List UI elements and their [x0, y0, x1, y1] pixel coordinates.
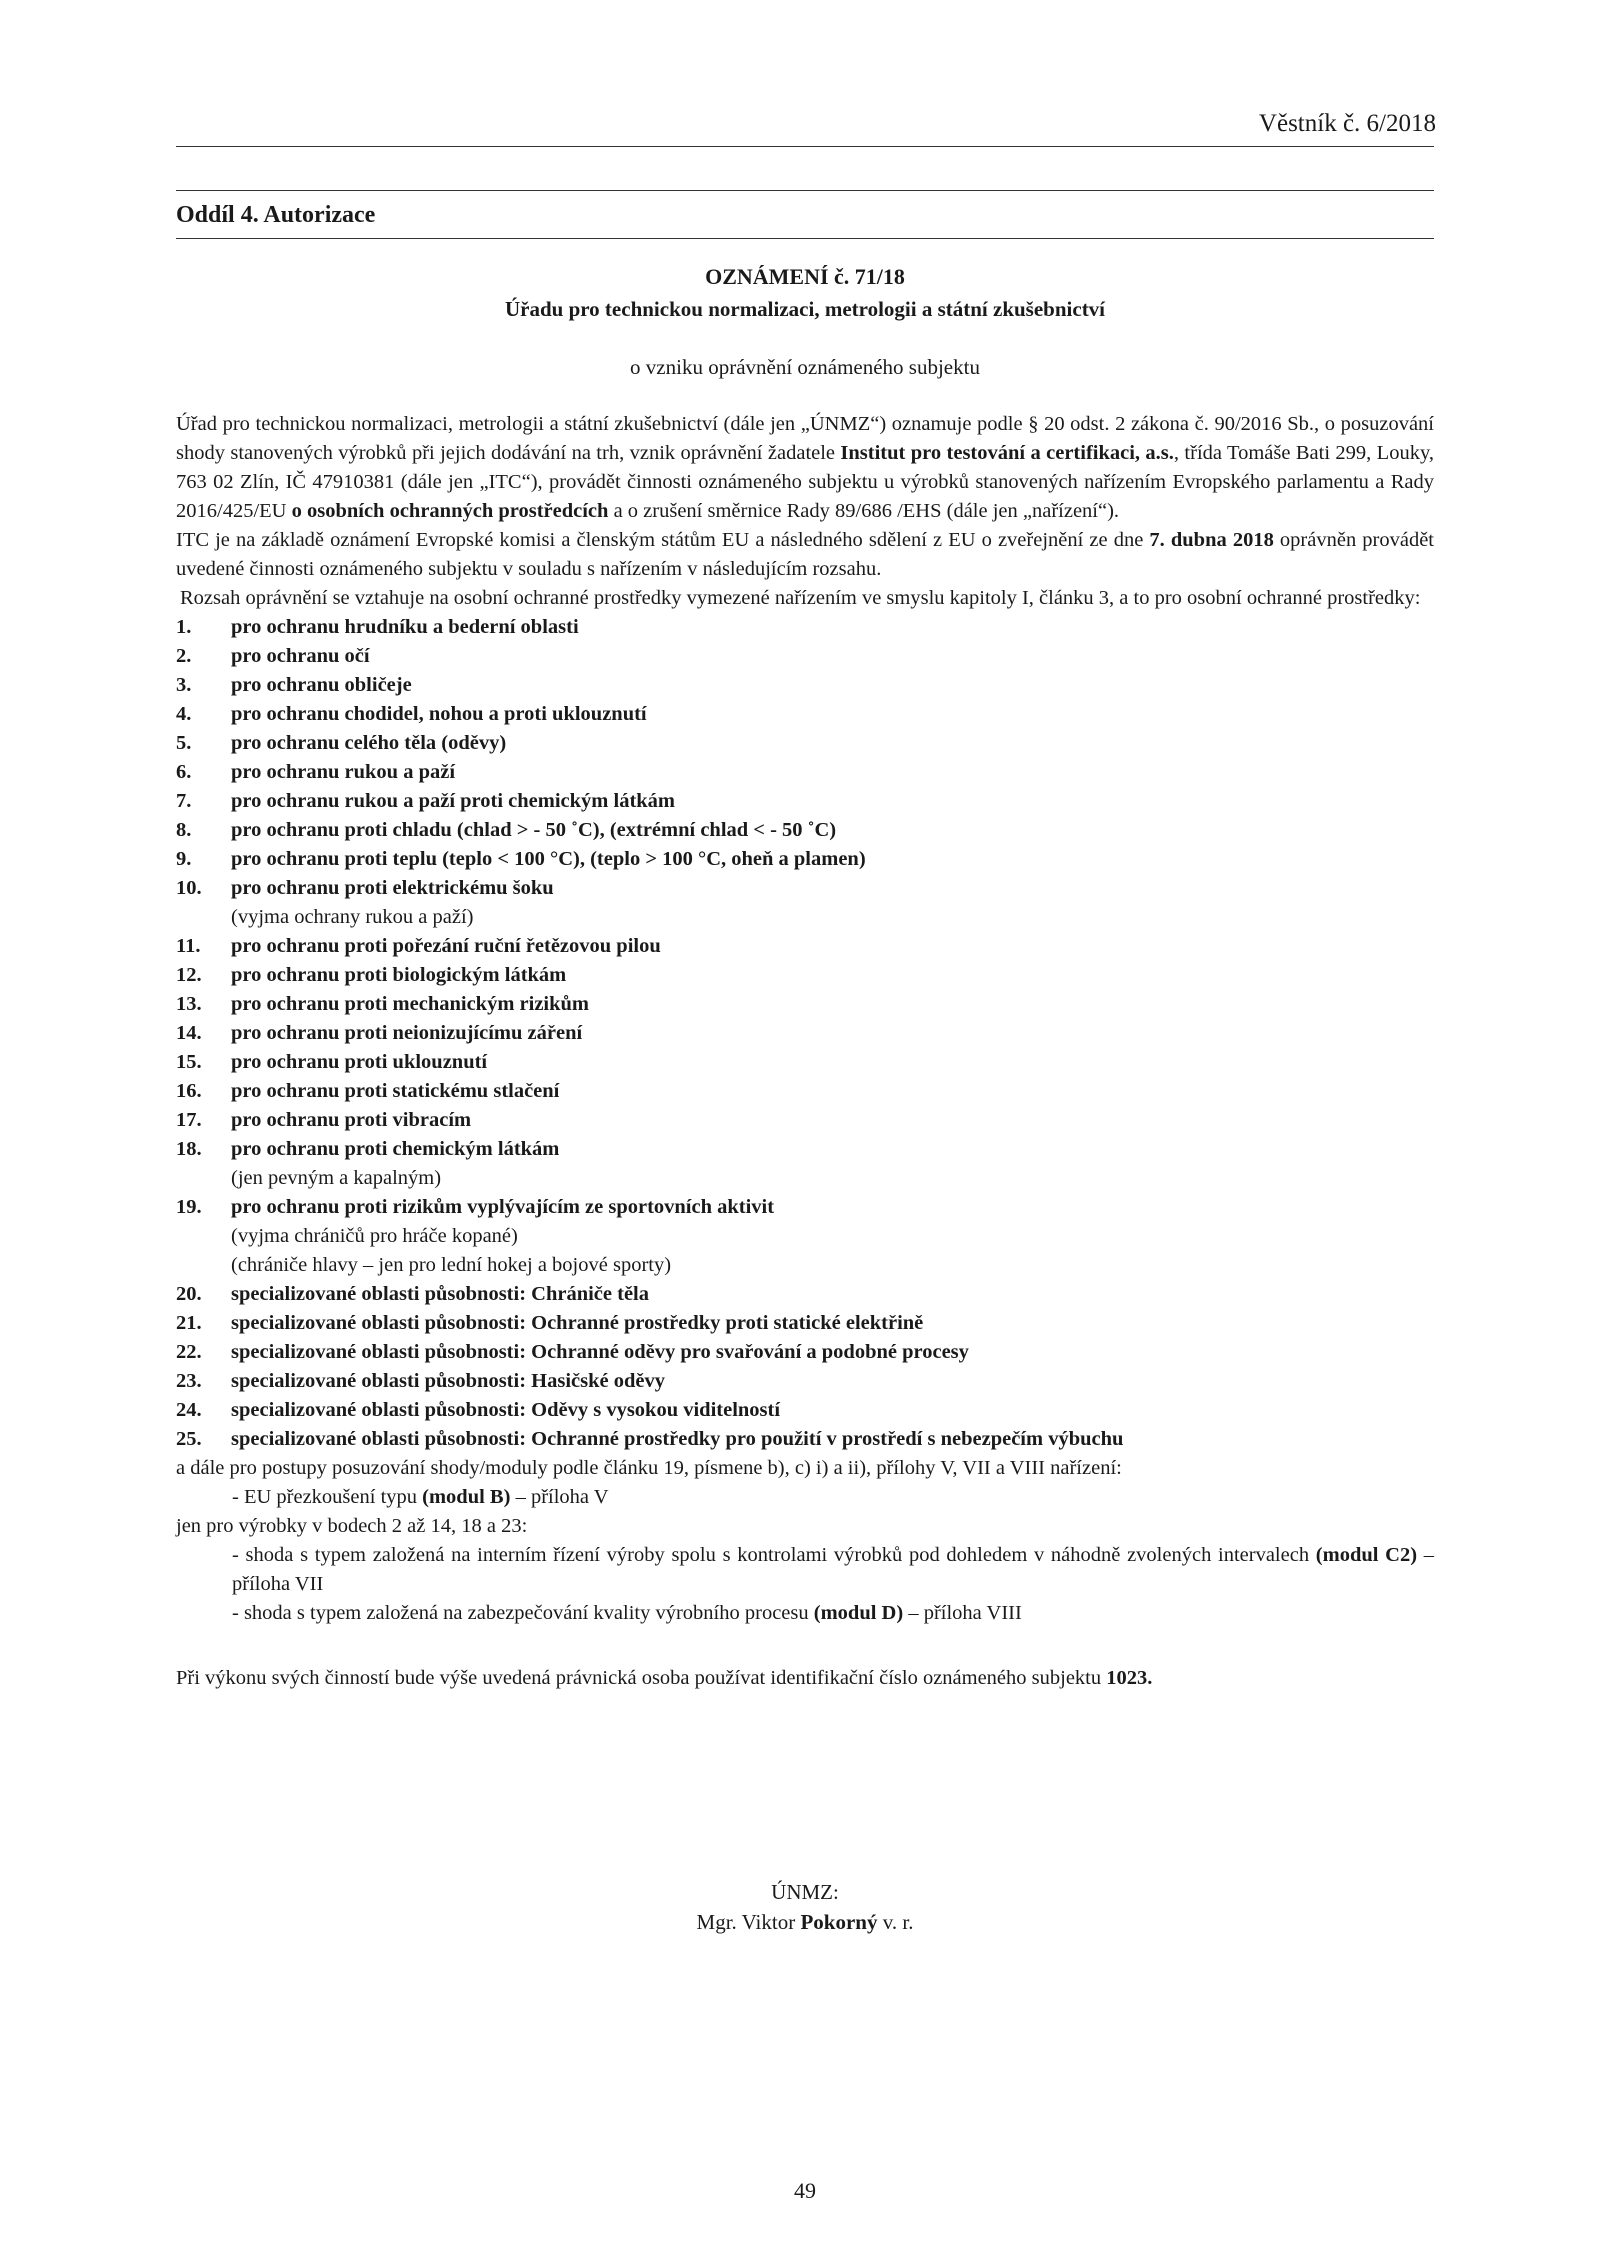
list-item-text: pro ochranu proti rizikům vyplývajícím ze sportovních aktivit [231, 1196, 775, 1218]
list-item-text: pro ochranu proti neionizujícímu záření [231, 1022, 583, 1044]
list-item-text: specializované oblasti působnosti: Ochranné oděvy pro svařování a podobné procesy [231, 1341, 969, 1363]
module-b-annex: – příloha V [510, 1486, 609, 1508]
procedures-intro: a dále pro postupy posuzování shody/moduly podle článku 19, písmene b), c) i) a ii), přílohy V, VII a VIII nařízení: [176, 1457, 1122, 1479]
scope-list-item [176, 1135, 1434, 1193]
module-d-label: (modul D) [813, 1602, 904, 1624]
scope-list-item [176, 1019, 1434, 1048]
module-c2-label: (modul C2) [1315, 1544, 1418, 1566]
notice-title: OZNÁMENÍ č. 71/18 [705, 264, 905, 289]
signature-surname: Pokorný [800, 1910, 878, 1934]
regulation-subject: o osobních ochranných prostředcích [291, 500, 609, 522]
module-d-text: - shoda s typem založená na zabezpečování kvality výrobního procesu [232, 1602, 814, 1624]
list-item-number: 21. [176, 1312, 202, 1334]
list-item-number: 18. [176, 1138, 202, 1160]
list-item-note: (chrániče hlavy – jen pro lední hokej a bojové sporty) [231, 1254, 672, 1276]
scope-list-item [176, 1396, 1434, 1425]
list-item-note: (vyjma chráničů pro hráče kopané) [231, 1225, 518, 1247]
list-item-text: pro ochranu proti chladu (chlad > - 50 ˚C), (extrémní chlad < - 50 ˚C) [231, 819, 837, 841]
scope-list-item [176, 845, 1434, 874]
intro-text-c: , třída Tomáše Bati 299, Louky, 763 02 Zlín, IČ 47910381 (dále jen „ITC“), provádět činnosti oznámeného subjektu u výrobků stanovených nařízením Evropského parlamentu a Rady 2016/425/EU [176, 442, 1434, 522]
scope-list-item [176, 816, 1434, 845]
paragraph-scope: Rozsah oprávnění se vztahuje na osobní ochranné prostředky vymezené nařízením ve smyslu kapitoly I, článku 3, a to pro osobní ochranné prostředky: [180, 587, 1421, 609]
scope-list-item [176, 932, 1434, 961]
scope-list-item [176, 1048, 1434, 1077]
list-item-number: 20. [176, 1283, 202, 1305]
list-item-number: 2. [176, 645, 192, 667]
signature-org: ÚNMZ: [771, 1880, 839, 1904]
list-item-text: pro ochranu obličeje [231, 674, 412, 696]
list-item-text: pro ochranu chodidel, nohou a proti uklouznutí [231, 703, 647, 725]
module-d-annex: – příloha VIII [903, 1602, 1022, 1624]
applicant-name: Institut pro testování a certifikaci, a.s. [840, 442, 1174, 464]
scope-list-item [176, 671, 1434, 700]
list-item-number: 17. [176, 1109, 202, 1131]
paragraph-date [176, 526, 1434, 584]
scope-list-item [176, 1106, 1434, 1135]
scope-list-item [176, 729, 1434, 758]
list-item-number: 15. [176, 1051, 202, 1073]
list-item-text: pro ochranu očí [231, 645, 370, 667]
journal-header: Věstník č. 6/2018 [1258, 110, 1436, 137]
list-item-number: 9. [176, 848, 192, 870]
list-item-number: 22. [176, 1341, 202, 1363]
list-item-text: pro ochranu proti chemickým látkám [231, 1138, 560, 1160]
list-item-text: pro ochranu proti vibracím [231, 1109, 472, 1131]
scope-list-item [176, 642, 1434, 671]
scope-list-item [176, 1367, 1434, 1396]
list-item-number: 23. [176, 1370, 202, 1392]
intro-text-e: a o zrušení směrnice Rady 89/686 /EHS (dále jen „nařízení“). [608, 500, 1120, 522]
scope-list-item [176, 1338, 1434, 1367]
list-item-note: (vyjma ochrany rukou a paží) [231, 906, 474, 928]
header-rule [176, 146, 1434, 147]
scope-list-item [176, 1425, 1434, 1454]
scope-list-item [176, 758, 1434, 787]
list-item-text: pro ochranu proti biologickým látkám [231, 964, 567, 986]
notice-subject: o vzniku oprávnění oznámeného subjektu [630, 355, 980, 379]
list-item-number: 11. [176, 935, 201, 957]
list-item-text: pro ochranu rukou a paží proti chemickým látkám [231, 790, 676, 812]
date-text-a: ITC je na základě oznámení Evropské komisi a členským státům EU a následného sdělení z EU o zveřejnění ze dne [176, 529, 1150, 551]
identification-number: 1023. [1106, 1667, 1153, 1689]
list-item-text: pro ochranu proti pořezání ruční řetězovou pilou [231, 935, 661, 957]
list-item-number: 5. [176, 732, 192, 754]
list-item-text: pro ochranu proti elektrickému šoku [231, 877, 554, 899]
scope-list-item [176, 700, 1434, 729]
date-text-c: oprávněn provádět uvedené činnosti oznámeného subjektu v souladu s nařízením v následujícím rozsahu. [176, 529, 1435, 580]
list-item-number: 16. [176, 1080, 202, 1102]
notice-authority: Úřadu pro technickou normalizaci, metrologii a státní zkušebnictví [504, 297, 1106, 321]
list-item-number: 25. [176, 1428, 202, 1450]
list-item-text: pro ochranu rukou a paží [231, 761, 456, 783]
list-item-number: 14. [176, 1022, 202, 1044]
list-item-text: specializované oblasti působnosti: Oděvy s vysokou viditelností [231, 1399, 781, 1421]
final-text: Při výkonu svých činností bude výše uvedená právnická osoba používat identifikační číslo oznámeného subjektu [176, 1667, 1107, 1689]
list-item-text: pro ochranu celého těla (oděvy) [231, 732, 507, 754]
list-item-number: 13. [176, 993, 202, 1015]
scope-list-item [176, 1280, 1434, 1309]
list-item-number: 6. [176, 761, 192, 783]
list-item-number: 19. [176, 1196, 202, 1218]
module-c2-annex: – příloha VII [232, 1544, 1435, 1595]
section-rule-top [176, 190, 1434, 191]
list-item-number: 7. [176, 790, 192, 812]
list-item-text: pro ochranu proti mechanickým rizikům [231, 993, 589, 1015]
paragraph-intro [176, 410, 1434, 526]
list-item-number: 24. [176, 1399, 202, 1421]
list-item-text: specializované oblasti působnosti: Ochranné prostředky pro použití v prostředí s nebezpečím výbuchu [231, 1428, 1124, 1450]
list-item-number: 12. [176, 964, 202, 986]
list-item-number: 10. [176, 877, 202, 899]
section-rule-bottom [176, 238, 1434, 239]
list-item-text: specializované oblasti působnosti: Hasičské oděvy [231, 1370, 665, 1392]
list-item-text: specializované oblasti působnosti: Ochranné prostředky proti statické elektřině [231, 1312, 924, 1334]
list-item-number: 3. [176, 674, 192, 696]
list-item-text: pro ochranu proti statickému stlačení [231, 1080, 560, 1102]
module-b-label: (modul B) [422, 1486, 511, 1508]
notice-body [176, 410, 1434, 1693]
intro-text-a: Úřad pro technickou normalizaci, metrologii a státní zkušebnictví (dále jen „ÚNMZ“) oznamuje podle § 20 odst. 2 zákona č. 90/2016 Sb., o posuzování shody stanovených výrobků při jejich dodávání na trh, vznik oprávnění žadatele [176, 413, 1434, 464]
page-number: 49 [794, 2178, 816, 2203]
scope-list-item [176, 613, 1434, 642]
list-item-number: 8. [176, 819, 192, 841]
scope-list-item [176, 1077, 1434, 1106]
signature-name [176, 1910, 1434, 1935]
list-item-text: pro ochranu proti teplu (teplo < 100 °C), (teplo > 100 °C, oheň a plamen) [231, 848, 866, 870]
scope-list-item [176, 787, 1434, 816]
scope-list-item [176, 961, 1434, 990]
scope-list [176, 613, 1434, 1454]
scope-list-item [176, 874, 1434, 932]
list-item-text: pro ochranu hrudníku a bederní oblasti [231, 616, 579, 638]
signature-suffix: v. r. [877, 1910, 914, 1934]
scope-list-item [176, 990, 1434, 1019]
procedure-module-b [176, 1483, 1434, 1512]
final-statement [176, 1664, 1434, 1693]
signature-name-prefix: Mgr. Viktor [696, 1910, 801, 1934]
scope-list-item [176, 1309, 1434, 1338]
scope-list-item [176, 1193, 1434, 1280]
notification-date: 7. dubna 2018 [1149, 529, 1274, 551]
list-item-note: (jen pevným a kapalným) [231, 1167, 442, 1189]
section-title: Oddíl 4. Autorizace [176, 202, 376, 228]
list-item-text: pro ochranu proti uklouznutí [231, 1051, 488, 1073]
module-c2-text: - shoda s typem založená na interním řízení výroby spolu s kontrolami výrobků pod dohledem v náhodně zvolených intervalech [232, 1544, 1316, 1566]
procedures-scope: jen pro výrobky v bodech 2 až 14, 18 a 23: [176, 1515, 528, 1537]
list-item-number: 1. [176, 616, 192, 638]
list-item-number: 4. [176, 703, 192, 725]
procedure-module-c2 [176, 1541, 1434, 1599]
list-item-text: specializované oblasti působnosti: Chrániče těla [231, 1283, 649, 1305]
module-b-text: - EU přezkoušení typu [232, 1486, 423, 1508]
procedure-module-d [176, 1599, 1434, 1628]
